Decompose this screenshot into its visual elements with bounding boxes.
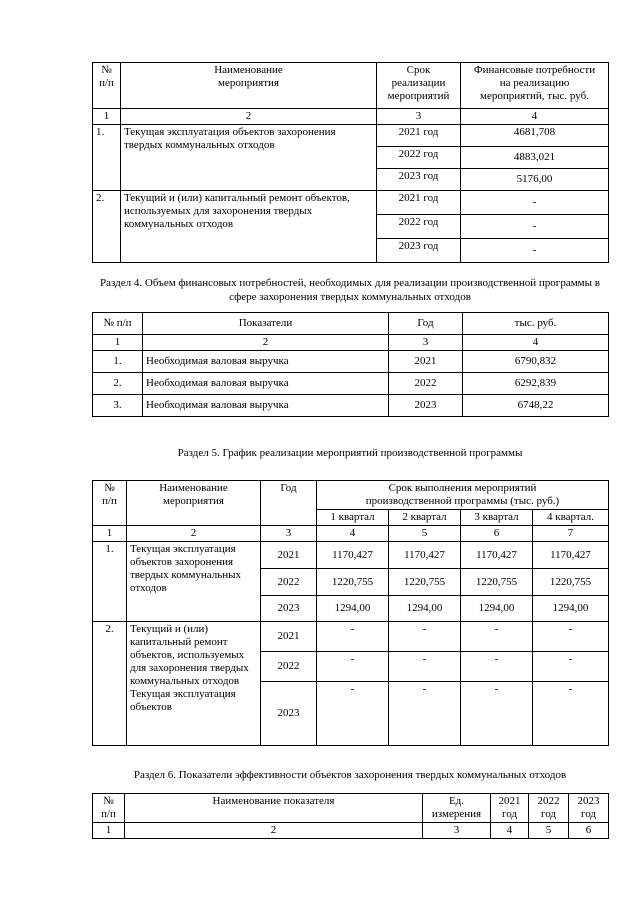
- activity-name: Текущая эксплуатация объектов захоронения твердых коммунальных отходов: [121, 125, 377, 191]
- col-number: 2: [143, 335, 389, 351]
- row-year: 2021: [261, 622, 317, 652]
- header-value: тыс. руб.: [463, 313, 609, 335]
- col-number: 2: [125, 823, 423, 839]
- row-num: 2.: [93, 191, 121, 263]
- row-value: 6748,22: [463, 395, 609, 417]
- col-number: 5: [529, 823, 569, 839]
- finance-value: 4681,708: [461, 125, 609, 147]
- col-number: 1: [93, 109, 121, 125]
- header-year: Год: [261, 481, 317, 526]
- row-year: 2023: [261, 596, 317, 622]
- col-number: 5: [389, 526, 461, 542]
- col-number: 1: [93, 335, 143, 351]
- section5-title: Раздел 5. График реализации мероприятий производственной программы: [177, 447, 523, 459]
- col-number: 4: [463, 335, 609, 351]
- row-num: 2.: [93, 373, 143, 395]
- col-number: 3: [423, 823, 491, 839]
- quarter-value: 1170,427: [461, 542, 533, 569]
- finance-value: -: [461, 191, 609, 215]
- indicator-name: Необходимая валовая выручка: [143, 395, 389, 417]
- quarter-value: -: [533, 682, 609, 746]
- revenue-table: [92, 312, 609, 417]
- header-name: Наименование мероприятия: [127, 481, 261, 526]
- header-num: № п/п: [93, 794, 125, 823]
- period-year: 2021 год: [377, 125, 461, 147]
- quarter-value: -: [461, 652, 533, 682]
- indicator-name: Необходимая валовая выручка: [143, 351, 389, 373]
- period-year: 2022 год: [377, 215, 461, 239]
- header-period: Срок реализации мероприятий: [377, 63, 461, 109]
- period-year: 2023 год: [377, 169, 461, 191]
- header-num: № п/п: [93, 481, 127, 526]
- header-year: 2021 год: [491, 794, 529, 823]
- row-num: 1.: [93, 351, 143, 373]
- header-num: № п/п: [93, 313, 143, 335]
- quarter-value: -: [389, 682, 461, 746]
- row-value: 6292,839: [463, 373, 609, 395]
- col-number: 2: [121, 109, 377, 125]
- quarter-value: -: [317, 622, 389, 652]
- col-number: 6: [569, 823, 609, 839]
- row-year: 2022: [261, 569, 317, 596]
- col-number: 4: [461, 109, 609, 125]
- activity-name: Текущий и (или) капитальный ремонт объектов, используемых для захоронения твердых коммунальных отходов Текущая эксплуатация объектов: [127, 622, 261, 746]
- period-year: 2022 год: [377, 147, 461, 169]
- row-year: 2023: [389, 395, 463, 417]
- header-finance: Финансовые потребности на реализацию мероприятий, тыс. руб.: [461, 63, 609, 109]
- quarter-value: 1220,755: [533, 569, 609, 596]
- activities-table: [92, 62, 609, 263]
- col-number: 1: [93, 526, 127, 542]
- quarter-value: -: [461, 622, 533, 652]
- col-number: 7: [533, 526, 609, 542]
- row-num: 2.: [93, 622, 127, 746]
- header-indicator: Показатели: [143, 313, 389, 335]
- efficiency-table: [92, 793, 609, 839]
- row-year: 2023: [261, 682, 317, 746]
- finance-value: -: [461, 215, 609, 239]
- header-quarter: 1 квартал: [317, 510, 389, 526]
- quarter-value: 1170,427: [389, 542, 461, 569]
- section6-title: Раздел 6. Показатели эффективности объектов захоронения твердых коммунальных отходов: [133, 769, 567, 781]
- quarter-value: 1170,427: [317, 542, 389, 569]
- quarter-value: -: [533, 622, 609, 652]
- quarter-value: 1294,00: [389, 596, 461, 622]
- quarter-value: 1294,00: [317, 596, 389, 622]
- activity-name: Текущий и (или) капитальный ремонт объектов, используемых для захоронения твердых коммунальных отходов: [121, 191, 377, 263]
- finance-value: 5176,00: [461, 169, 609, 191]
- row-year: 2021: [389, 351, 463, 373]
- col-number: 4: [491, 823, 529, 839]
- quarter-value: 1220,755: [317, 569, 389, 596]
- header-quarter: 3 квартал: [461, 510, 533, 526]
- header-period: Срок выполнения мероприятий производственной программы (тыс. руб.): [317, 481, 609, 510]
- row-year: 2022: [261, 652, 317, 682]
- quarter-value: 1170,427: [533, 542, 609, 569]
- section4-title: Раздел 4. Объем финансовых потребностей, необходимых для реализации производственной программы в сфере захоронения твердых коммунальных отходов: [100, 277, 600, 303]
- schedule-table: [92, 480, 609, 746]
- quarter-value: -: [317, 652, 389, 682]
- header-year: 2023 год: [569, 794, 609, 823]
- quarter-value: -: [389, 622, 461, 652]
- row-year: 2022: [389, 373, 463, 395]
- header-unit: Ед. измерения: [423, 794, 491, 823]
- quarter-value: -: [389, 652, 461, 682]
- row-value: 6790,832: [463, 351, 609, 373]
- activity-name: Текущая эксплуатация объектов захоронения твердых коммунальных отходов: [127, 542, 261, 622]
- header-num: № п/п: [93, 63, 121, 109]
- quarter-value: -: [317, 682, 389, 746]
- col-number: 2: [127, 526, 261, 542]
- quarter-value: 1220,755: [461, 569, 533, 596]
- quarter-value: 1294,00: [461, 596, 533, 622]
- col-number: 3: [389, 335, 463, 351]
- row-num: 1.: [93, 125, 121, 191]
- finance-value: 4883,021: [461, 147, 609, 169]
- period-year: 2021 год: [377, 191, 461, 215]
- col-number: 3: [261, 526, 317, 542]
- col-number: 3: [377, 109, 461, 125]
- col-number: 1: [93, 823, 125, 839]
- header-indicator: Наименование показателя: [125, 794, 423, 823]
- row-num: 1.: [93, 542, 127, 622]
- quarter-value: 1294,00: [533, 596, 609, 622]
- indicator-name: Необходимая валовая выручка: [143, 373, 389, 395]
- row-year: 2021: [261, 542, 317, 569]
- header-quarter: 2 квартал: [389, 510, 461, 526]
- finance-value: -: [461, 239, 609, 263]
- quarter-value: -: [461, 682, 533, 746]
- quarter-value: 1220,755: [389, 569, 461, 596]
- header-year: Год: [389, 313, 463, 335]
- header-year: 2022 год: [529, 794, 569, 823]
- col-number: 4: [317, 526, 389, 542]
- period-year: 2023 год: [377, 239, 461, 263]
- header-name: Наименование мероприятия: [121, 63, 377, 109]
- col-number: 6: [461, 526, 533, 542]
- row-num: 3.: [93, 395, 143, 417]
- quarter-value: -: [533, 652, 609, 682]
- header-quarter: 4 квартал.: [533, 510, 609, 526]
